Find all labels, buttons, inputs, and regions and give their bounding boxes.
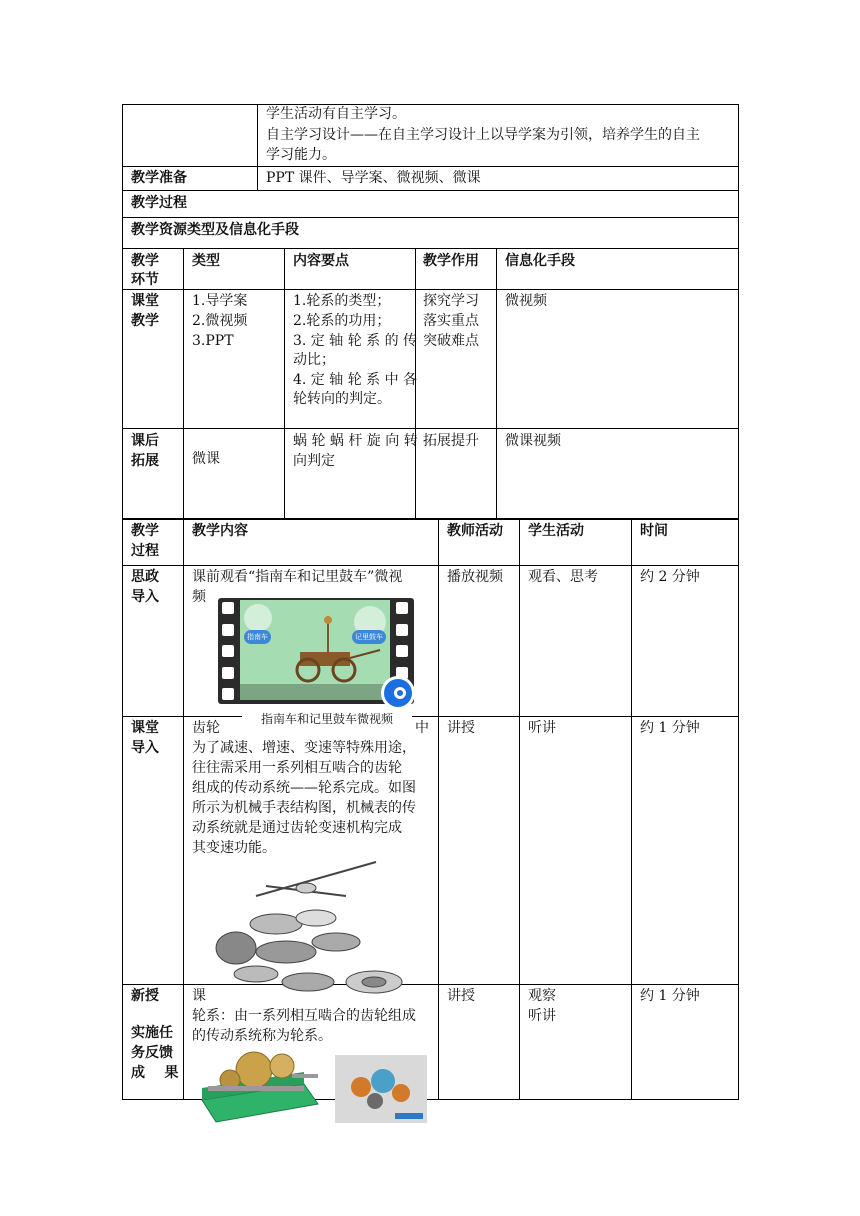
video-left-tag: 指南车 [244, 630, 271, 644]
res-col-2 [284, 249, 285, 519]
proc-r3-content-1: 课 [192, 988, 206, 1004]
video-right-tag: 记里鼓车 [352, 630, 386, 644]
proc-r3-content-2: 轮系：由一系列相互啮合的齿轮组成 [192, 1008, 416, 1024]
res-head-stage-1: 教学 [131, 253, 159, 269]
proc-r1-teacher: 播放视频 [447, 569, 503, 585]
res-head-points: 内容要点 [293, 253, 349, 269]
res-r1-role-2: 落实重点 [423, 313, 479, 329]
proc-r3-student-1: 观察 [528, 988, 556, 1004]
video-frame [240, 600, 390, 700]
res-r1-point-2: 2.轮系的功用； [293, 313, 391, 329]
proc-r3-time: 约 1 分钟 [640, 988, 700, 1004]
proc-r2-content-2: 为了减速、增速、变速等特殊用途， [192, 740, 416, 756]
proc-head-stage-1: 教学 [131, 523, 159, 539]
proc-r1-content-1: 课前观看“指南车和记里鼓车”微视 [192, 569, 403, 585]
proc-r2-time: 约 1 分钟 [640, 720, 700, 736]
proc-r3-stage-4: 务反馈 [131, 1045, 173, 1061]
res-r1-point-1: 1.轮系的类型； [293, 293, 391, 309]
res-r1-type-3: 3.PPT [192, 333, 234, 349]
top-row-divider-3 [122, 217, 739, 218]
proc-head-content: 教学内容 [192, 523, 248, 539]
top-col-divider [257, 104, 258, 190]
proc-r3-teacher: 讲授 [447, 988, 475, 1004]
res-r1-point-5: 4. 定 轴 轮 系 中 各 [293, 372, 418, 388]
proc-head-student: 学生活动 [528, 523, 584, 539]
proc-col-3 [519, 519, 520, 1100]
proc-r2-content-6: 动系统就是通过齿轮变速机构完成 [192, 820, 402, 836]
proc-col-2 [438, 519, 439, 1100]
prep-label: 教学准备 [131, 170, 187, 186]
resource-title: 教学资源类型及信息化手段 [131, 222, 299, 238]
res-r2-means: 微课视频 [505, 433, 561, 449]
gear-train-photo [335, 1055, 427, 1123]
res-row-divider-1 [122, 289, 739, 290]
proc-r1-student: 观看、思考 [528, 569, 598, 585]
res-r2-point-1: 蜗 轮 蜗 杆 旋 向 转 [293, 433, 418, 449]
proc-r3-stage-1: 新授 [131, 988, 159, 1004]
res-r1-means: 微视频 [505, 293, 547, 309]
proc-head-teacher: 教师活动 [447, 523, 503, 539]
res-head-stage-2: 环节 [131, 272, 159, 288]
res-r2-type: 微课 [192, 451, 220, 467]
res-r1-stage-1: 课堂 [131, 293, 159, 309]
watch-mechanism-diagram [196, 856, 418, 1002]
res-col-1 [183, 249, 184, 519]
proc-r2-stage-1: 课堂 [131, 720, 159, 736]
proc-r1-content-2: 频 [192, 589, 206, 605]
proc-r2-content-5: 所示为机械手表结构图，机械表的传 [192, 800, 416, 816]
proc-head-stage-2: 过程 [131, 543, 159, 559]
res-head-means: 信息化手段 [505, 253, 575, 269]
proc-r2-content-1b: 中 [415, 720, 429, 736]
res-col-4 [496, 249, 497, 519]
res-r1-role-1: 探究学习 [423, 293, 479, 309]
proc-row-divider-2 [122, 716, 739, 717]
top-row-divider-2 [122, 190, 739, 191]
proc-r3-content-3: 的传动系统称为轮系。 [192, 1028, 332, 1044]
proc-r3-stage-3: 实施任 [131, 1025, 173, 1041]
prep-value: PPT 课件、导学案、微视频、微课 [266, 170, 481, 186]
top-row-divider-1 [122, 166, 739, 167]
intro-line-1: 学生活动有自主学习。 [266, 106, 406, 122]
play-icon[interactable] [381, 676, 415, 710]
proc-r2-stage-2: 导入 [131, 740, 159, 756]
proc-r2-content-3: 往往需采用一系列相互啮合的齿轮 [192, 760, 402, 776]
proc-r1-stage-1: 思政 [131, 569, 159, 585]
proc-col-4 [631, 519, 632, 1100]
res-row-divider-2 [122, 428, 739, 429]
proc-r1-time: 约 2 分钟 [640, 569, 700, 585]
intro-line-2: 自主学习设计——在自主学习设计上以导学案为引领，培养学生的自主 [266, 127, 700, 143]
res-r2-point-2: 向判定 [293, 453, 335, 469]
gearbox-image [194, 1048, 324, 1124]
res-r2-stage-2: 拓展 [131, 453, 159, 469]
proc-r2-content-4: 组成的传动系统——轮系完成。如图 [192, 780, 416, 796]
res-r1-stage-2: 教学 [131, 313, 159, 329]
proc-head-time: 时间 [640, 523, 668, 539]
intro-line-3: 学习能力。 [266, 147, 336, 163]
res-r1-point-6: 轮转向的判定。 [293, 391, 391, 407]
video-caption: 指南车和记里鼓车微视频 [242, 708, 412, 730]
res-r1-type-1: 1.导学案 [192, 293, 248, 309]
film-holes-left [222, 602, 236, 700]
proc-r1-stage-2: 导入 [131, 589, 159, 605]
chariot-illustration [240, 600, 390, 700]
res-r1-type-2: 2.微视频 [192, 313, 248, 329]
res-r2-role: 拓展提升 [423, 433, 479, 449]
res-r2-stage-1: 课后 [131, 433, 159, 449]
proc-r2-content-1: 齿轮 [192, 720, 220, 736]
res-r1-point-4: 动比； [293, 352, 335, 368]
process-title: 教学过程 [131, 195, 187, 211]
proc-r3-student-2: 听讲 [528, 1008, 556, 1024]
proc-row-divider-1 [122, 565, 739, 566]
res-head-type: 类型 [192, 253, 220, 269]
proc-col-1 [183, 519, 184, 1100]
proc-r3-stage-5: 成 果 [131, 1065, 179, 1081]
proc-r2-teacher: 讲授 [447, 720, 475, 736]
res-r1-point-3: 3. 定 轴 轮 系 的 传 [293, 333, 418, 349]
proc-r2-content-7: 其变速功能。 [192, 840, 276, 856]
proc-r2-student: 听讲 [528, 720, 556, 736]
res-r1-role-3: 突破难点 [423, 333, 479, 349]
res-head-role: 教学作用 [423, 253, 479, 269]
